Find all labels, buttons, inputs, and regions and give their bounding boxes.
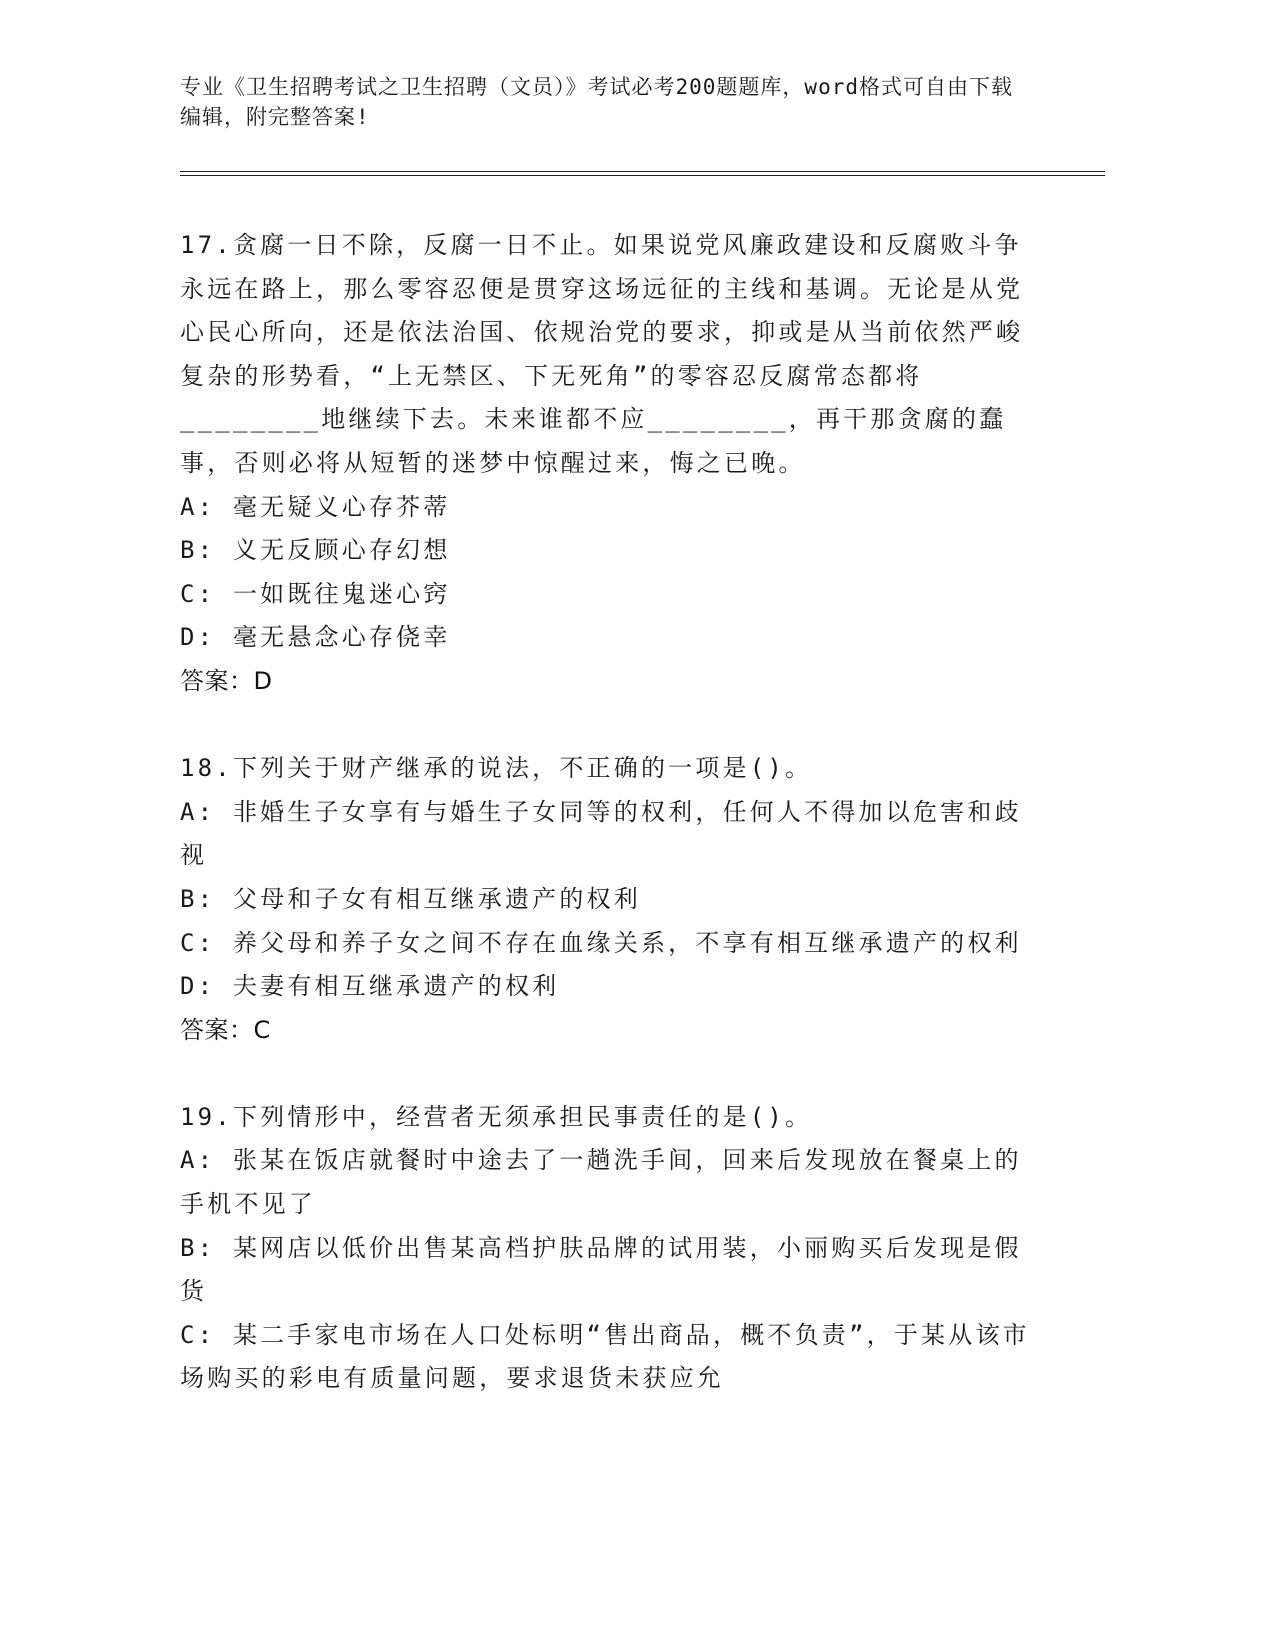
option-c: C: 某二手家电市场在人口处标明“售出商品，概不负责”，于某从该市场购买的彩电有质量问题，要求退货未获应允 bbox=[180, 1320, 1030, 1393]
question-list bbox=[180, 224, 1030, 1445]
document-header: 专业《卫生招聘考试之卫生招聘（文员）》考试必考200题题库，word格式可自由下载编辑，附完整答案! bbox=[180, 75, 1013, 129]
option-d: D: 毫无悬念心存侥幸 bbox=[180, 623, 451, 652]
option-c: C: 养父母和养子女之间不存在血缘关系，不享有相互继承遗产的权利 bbox=[180, 928, 1022, 957]
option-a: A: 张某在饭店就餐时中途去了一趟洗手间，回来后发现放在餐桌上的手机不见了 bbox=[180, 1146, 1022, 1219]
question-stem: 19.下列情形中，经营者无须承担民事责任的是()。 bbox=[180, 1102, 813, 1131]
option-b: B: 义无反顾心存幻想 bbox=[180, 536, 451, 565]
question-stem: 18.下列关于财产继承的说法，不正确的一项是()。 bbox=[180, 754, 813, 783]
answer: 答案：C bbox=[180, 1015, 271, 1044]
option-a: A: 非婚生子女享有与婚生子女同等的权利，任何人不得加以危害和歧视 bbox=[180, 797, 1022, 870]
question-18 bbox=[180, 747, 1030, 1052]
option-b: B: 父母和子女有相互继承遗产的权利 bbox=[180, 884, 641, 913]
question-19 bbox=[180, 1096, 1030, 1401]
option-c: C: 一如既往鬼迷心窍 bbox=[180, 579, 451, 608]
option-d: D: 夫妻有相互继承遗产的权利 bbox=[180, 972, 560, 1001]
question-stem: 17.贪腐一日不除，反腐一日不止。如果说党风廉政建设和反腐败斗争永远在路上，那么零容忍便是贯穿这场远征的主线和基调。无论是从党心民心所向，还是依法治国、依规治党的要求，抑或是从当前依然严峻复杂的形势看，“上无禁区、下无死角”的零容忍反腐常态都将________地继续下去。未来谁都不应________，再干那贪腐的蠢事，否则必将从短暂的迷梦中惊醒过来，悔之已晚。 bbox=[180, 231, 1024, 477]
question-17 bbox=[180, 224, 1030, 704]
header-rule-bottom bbox=[180, 175, 1105, 176]
option-a: A: 毫无疑义心存芥蒂 bbox=[180, 492, 451, 521]
header-rule-top bbox=[180, 171, 1105, 172]
option-b: B: 某网店以低价出售某高档护肤品牌的试用装，小丽购买后发现是假货 bbox=[180, 1233, 1022, 1306]
answer: 答案：D bbox=[180, 666, 273, 695]
